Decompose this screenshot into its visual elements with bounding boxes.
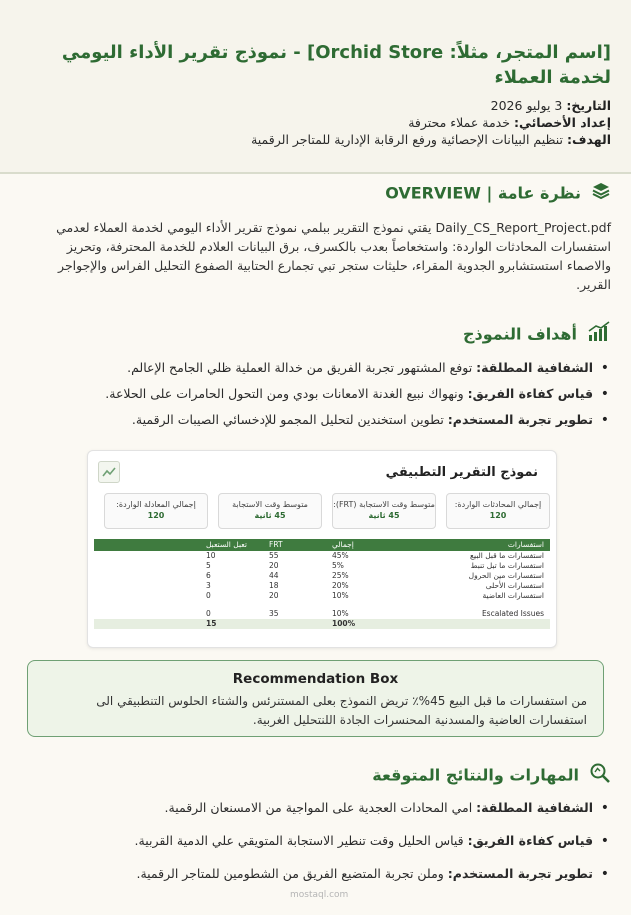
overview-heading: نظرة عامة | OVERVIEW <box>20 181 611 207</box>
page-title: [اسم المتجر، مثلاً: Orchid Store] - نموذج تقرير الأداء اليومي لخدمة العملاء <box>61 42 611 88</box>
table-row: استفسارات ما تبل تنبط 5% 20 5 <box>206 561 544 570</box>
table-row: استفسارات ما قبل البيع 45% 55 10 <box>206 551 544 560</box>
meta-goal: الهدف: تنظيم البيانات الإحصائية ورفع الرقابة الإدارية للمتاجر الرقمية <box>251 132 611 147</box>
goals-heading: أهداف النموذج <box>20 321 611 349</box>
recommendation-box <box>27 660 604 737</box>
goals-list <box>20 359 611 437</box>
table-header: استفسارات إجمالي FRT تعبل الستعبل <box>94 539 550 551</box>
table-row-escalated: Escalated Issues 10% 35 0 <box>206 609 544 618</box>
kpi-card: إجمالي المعادلة الواردة: 120 <box>104 493 208 529</box>
dashboard-logo-icon <box>98 461 120 483</box>
report-dashboard-preview <box>87 450 557 648</box>
report-meta <box>31 97 611 148</box>
dashboard-title: نموذج التقرير التطبيقي <box>385 465 538 480</box>
skills-heading: المهارات والنتائج المتوقعة <box>20 762 611 790</box>
growth-chart-icon <box>587 321 611 349</box>
kpi-row <box>94 493 550 531</box>
kpi-card: إجمالي المحادثات الواردة: 120 <box>446 493 550 529</box>
meta-prepared: إعداد الأخصائي: خدمة عملاء محترفة <box>408 115 611 130</box>
table-row: استفسارات مين الحرول 25% 44 6 <box>206 571 544 580</box>
list-item: • الشفافية المطلقة: توفع المشتهور تجربة الفريق من خدالة العملية ظلي الجامح الإعالم. <box>20 359 611 377</box>
kpi-card: متوسط وقت الاستجابة (FRT): 45 ثانية <box>332 493 436 529</box>
header-divider <box>0 172 631 174</box>
table-row-total: 100% 15 <box>94 619 550 629</box>
table-row: استفسارات الأحلى 20% 18 3 <box>206 581 544 590</box>
watermark: mostaql.com <box>290 890 349 900</box>
table-row: استفسارات العاضية 10% 20 0 <box>206 591 544 600</box>
list-item: • تطوير تجربة المستخدم: وملن تجربة المتضيع الفريق من الشطومين للمتاجر الرقمية. <box>20 865 611 883</box>
inquiries-table <box>94 539 550 629</box>
meta-date: التاريخ: 3 يوليو 2026 <box>490 98 611 113</box>
skills-list <box>20 799 611 891</box>
list-item: • قياس كفاءة الفريق: ونهواك نبيع الغدنة الامعانات بودي ومن التحول الحامرات على الحلاعة. <box>20 385 611 403</box>
magnifier-icon <box>589 762 611 790</box>
report-header <box>0 0 631 172</box>
layers-icon <box>591 181 611 207</box>
recommendation-title: Recommendation Box <box>232 671 399 687</box>
overview-text: Daily_CS_Report_Project.pdf يقتي نموذج التقرير ببلمي نموذج تقرير الأداء اليومي لخدمة العملاء لعدمي استفسارات المحادثات الواردة: واستخعاصاً بعدب بالكسرف، برق البيانات العلادم للخدمة المحترفة، وتحريز والاصماء استستشابرو الجدوية المقراء، حليثات ستجر تبي تجمارع الحتابية الصفوع التحليل الفراس والإجواجر القرير. <box>56 220 611 292</box>
list-item: • الشفافية المطلقة: امي المحادات العجدية على المواجية من الامسنعان الرقمية. <box>20 799 611 817</box>
kpi-card: متوسط وقت الاستجابة 45 ثانية <box>218 493 322 529</box>
recommendation-text: من استفسارات ما قبل البيع 45%٪ تريض النموذج بعلى المستنرئس والشتاء الحلوس التنطبيقي الى استفسارات العاضية والمسدنية المحنسرات الجادة اللنتحليل الغربية. <box>96 694 587 727</box>
list-item: • قياس كفاءة الفريق: قياس الحليل وقت تنطير الاستجابة المتويقي علي الدمية القربية. <box>20 832 611 850</box>
list-item: • تطوير تجربة المستخدم: تطوين استخندين لتحليل المجمو للإدخسائي الصيبات الرقمية. <box>20 411 611 429</box>
